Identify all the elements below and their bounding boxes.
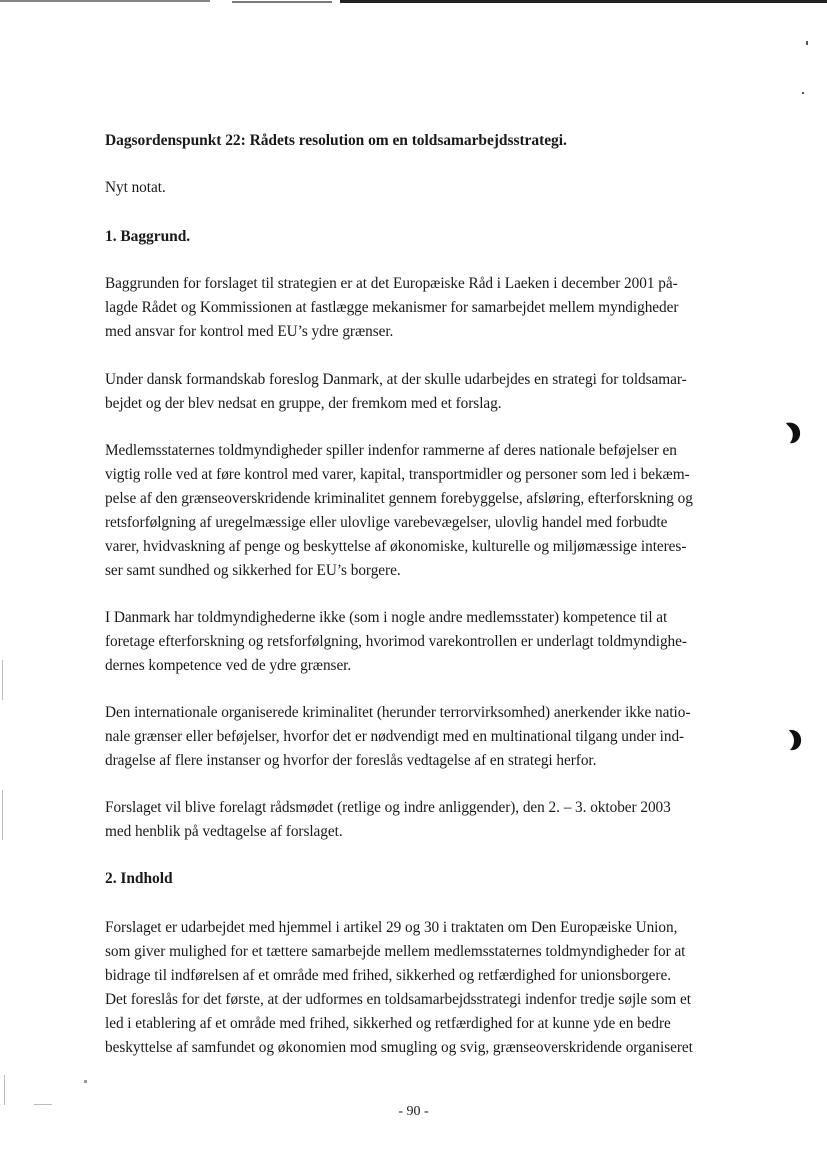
paragraph-line: Baggrunden for forslaget til strategien er at det Europæiske Råd i Laeken i december 2001 på- <box>105 275 678 292</box>
paragraph-line: med ansvar for kontrol med EU’s ydre grænser. <box>105 323 394 340</box>
paragraph-line: Forslaget vil blive forelagt rådsmødet (retlige og indre anliggender), den 2. – 3. oktober 2003 <box>105 799 671 816</box>
paragraph-line: Forslaget er udarbejdet med hjemmel i artikel 29 og 30 i traktaten om Den Europæiske Union, <box>105 919 678 936</box>
paragraph-line: som giver mulighed for et tættere samarbejde mellem medlemsstaternes toldmyndigheder for at <box>105 943 686 960</box>
punch-hole-mark <box>784 727 804 753</box>
paragraph-line: foretage efterforskning og retsforfølgning, hvorimod varekontrollen er underlagt toldmyndighe- <box>105 633 687 650</box>
section-heading-baggrund: 1. Baggrund. <box>105 228 191 245</box>
paragraph-line: Den internationale organiserede kriminalitet (herunder terrorvirksomhed) anerkender ikke natio- <box>105 704 691 721</box>
paragraph-line: ser samt sundhed og sikkerhed for EU’s borgere. <box>105 562 401 579</box>
page-number: - 90 - <box>398 1104 429 1119</box>
paragraph-line: beskyttelse af samfundet og økonomien mod smugling og svig, grænseoverskridende organiseret <box>105 1039 693 1056</box>
paragraph-line: retsforfølgning af uregelmæssige eller ulovlige varebevægelser, ulovlig handel med forbudte <box>105 514 668 531</box>
paragraph-line: vigtig rolle ved at føre kontrol med varer, kapital, transportmidler og personer som led i bekæm- <box>105 466 690 483</box>
paragraph-line: Medlemsstaternes toldmyndigheder spiller indenfor rammerne af deres nationale beføjelser en <box>105 442 677 459</box>
scan-speck <box>84 1080 87 1083</box>
scan-edge-mark <box>4 1075 5 1105</box>
paragraph-line: lagde Rådet og Kommissionen at fastlægge mekanismer for samarbejdet mellem myndigheder <box>105 299 679 316</box>
paragraph-line: bidrage til indførelsen af et område med frihed, sikkerhed og retfærdighed for unionsborgere. <box>105 967 671 984</box>
punch-hole-mark <box>782 420 802 446</box>
note-label: Nyt notat. <box>105 179 166 196</box>
paragraph-line: Det foreslås for det første, at der udformes en toldsamarbejdsstrategi indenfor tredje søjle som et <box>105 991 691 1008</box>
paragraph-line: led i etablering af et område med frihed, sikkerhed og retfærdighed for at kunne yde en bedre <box>105 1015 671 1032</box>
scan-speck <box>34 1104 52 1105</box>
section-heading-indhold: 2. Indhold <box>105 870 173 887</box>
scan-edge-mark <box>2 790 3 840</box>
scan-edge-mark <box>2 660 3 700</box>
paragraph-line: Under dansk formandskab foreslog Danmark, at der skulle udarbejdes en strategi for toldsamar- <box>105 371 687 388</box>
paragraph-line: dragelse af flere instanser og hvorfor der foreslås vedtagelse af en strategi herfor. <box>105 752 597 769</box>
paragraph-line: I Danmark har toldmyndighederne ikke (som i nogle andre medlemsstater) kompetence til at <box>105 609 668 626</box>
paragraph-line: med henblik på vedtagelse af forslaget. <box>105 823 343 840</box>
paragraph-line: nale grænser eller beføjelser, hvorfor det er nødvendigt med en multinational tilgang under ind- <box>105 728 685 745</box>
paragraph-line: pelse af den grænseoverskridende kriminalitet gennem forebyggelse, afsløring, efterforskning og <box>105 490 693 507</box>
paragraph-line: bejdet og der blev nedsat en gruppe, der fremkom med et forslag. <box>105 395 502 412</box>
scan-speck <box>806 41 808 45</box>
paragraph-line: varer, hvidvaskning af penge og beskyttelse af økonomiske, kulturelle og miljømæssige interes- <box>105 538 687 555</box>
scan-speck <box>802 92 804 94</box>
paragraph-line: dernes kompetence ved de ydre grænser. <box>105 657 352 674</box>
document-title: Dagsordenspunkt 22: Rådets resolution om en toldsamarbejdsstrategi. <box>105 132 567 149</box>
